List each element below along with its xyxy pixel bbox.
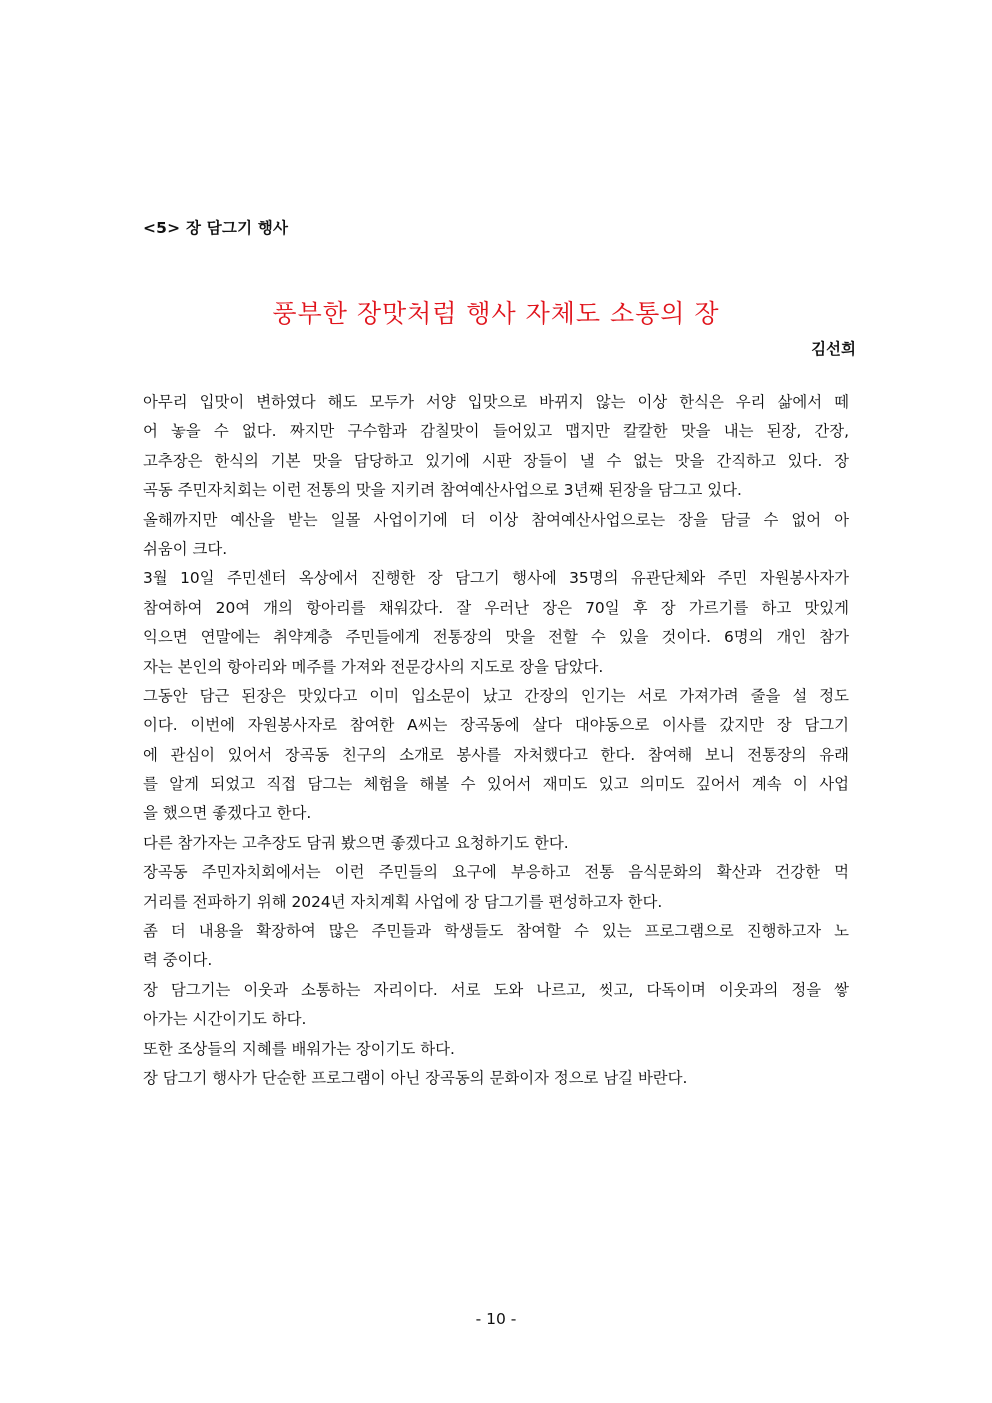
body-line: 거리를 전파하기 위해 2024년 자치계획 사업에 장 담그기를 편성하고자 한다. — [143, 892, 663, 911]
body-line: 아무리 입맛이 변하였다 해도 모두가 서양 입맛으로 바뀌지 않는 이상 한식은 우리 삶에서 떼 — [143, 393, 849, 411]
article-title: 풍부한 장맛처럼 행사 자체도 소통의 장 — [272, 299, 720, 328]
body-line: 장곡동 주민자치회에서는 이런 주민들의 요구에 부응하고 전통 음식문화의 확산과 건강한 먹 — [143, 863, 849, 882]
body-line: 장 담그기는 이웃과 소통하는 자리이다. 서로 도와 나르고, 씻고, 다독이며 이웃과의 정을 쌓 — [143, 980, 849, 999]
body-line: 고추장은 한식의 기본 맛을 담당하고 있기에 시판 장들이 낼 수 없는 맛을 간직하고 있다. 장 — [143, 451, 849, 470]
body-line: 익으면 연말에는 취약계층 주민들에게 전통장의 맛을 전할 수 있을 것이다. 6명의 개인 참가 — [143, 628, 849, 647]
body-line: 어 놓을 수 없다. 짜지만 구수함과 감칠맛이 들어있고 맵지만 칼칼한 맛을 내는 된장, 간장, — [143, 422, 849, 441]
body-line: 이다. 이번에 자원봉사자로 참여한 A씨는 장곡동에 살다 대야동으로 이사를 갔지만 장 담그기 — [143, 716, 849, 735]
body-line: 자는 본인의 항아리와 메주를 가져와 전문강사의 지도로 장을 담았다. — [143, 657, 604, 676]
body-line: 곡동 주민자치회는 이런 전통의 맛을 지키려 참여예산사업으로 3년째 된장을 담그고 있다. — [143, 481, 742, 500]
body-line: 다른 참가자는 고추장도 담궈 봤으면 좋겠다고 요청하기도 한다. — [143, 833, 569, 852]
body-line: 또한 조상들의 지혜를 배워가는 장이기도 하다. — [143, 1039, 455, 1058]
body-line: 아가는 시간이기도 하다. — [143, 1010, 307, 1029]
body-line: 그동안 담근 된장은 맛있다고 이미 입소문이 났고 간장의 인기는 서로 가져가려 줄을 설 정도 — [143, 686, 849, 705]
body-line: 을 했으면 좋겠다고 한다. — [143, 804, 312, 823]
body-line: 에 관심이 있어서 장곡동 친구의 소개로 봉사를 자처했다고 한다. 참여해 보니 전통장의 유래 — [143, 745, 849, 764]
body-line: 력 중이다. — [143, 951, 213, 970]
body-line: 좀 더 내용을 확장하여 많은 주민들과 학생들도 참여할 수 있는 프로그램으로 진행하고자 노 — [143, 922, 849, 941]
body-line: 쉬움이 크다. — [143, 539, 228, 558]
author-name: 김선희 — [811, 340, 856, 358]
article-body — [143, 388, 849, 1093]
body-line: 참여하여 20여 개의 항아리를 채워갔다. 잘 우러난 장은 70일 후 장 가르기를 하고 맛있게 — [143, 598, 849, 617]
body-line: 장 담그기 행사가 단순한 프로그램이 아닌 장곡동의 문화이자 정으로 남길 바란다. — [143, 1068, 688, 1087]
body-line: 올해까지만 예산을 받는 일몰 사업이기에 더 이상 참여예산사업으로는 장을 담글 수 없어 아 — [143, 510, 849, 529]
section-label: <5> 장 담그기 행사 — [143, 219, 289, 237]
body-line: 3월 10일 주민센터 옥상에서 진행한 장 담그기 행사에 35명의 유관단체와 주민 자원봉사자가 — [143, 569, 849, 588]
body-line: 를 알게 되었고 직접 담그는 체험을 해볼 수 있어서 재미도 있고 의미도 깊어서 계속 이 사업 — [143, 775, 849, 794]
page-number: - 10 - — [475, 1310, 517, 1328]
